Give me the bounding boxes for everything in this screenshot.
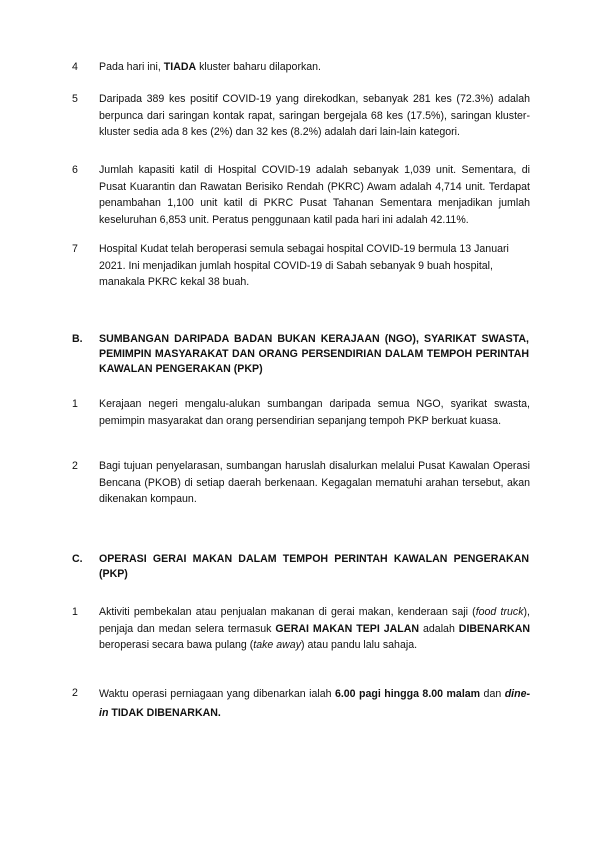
item-number: 2 (72, 687, 78, 699)
section-title: SUMBANGAN DARIPADA BADAN BUKAN KERAJAAN (NGO), SYARIKAT SWASTA, PEMIMPIN MASYARAKAT DAN ORANG PERSENDIRIAN DALAM TEMPOH PERINTAH KAWALAN PENGERAKAN (PKP) (99, 333, 529, 376)
item-text: Pada hari ini, TIADA kluster baharu dilaporkan. (99, 61, 322, 73)
item-number: 7 (72, 243, 78, 255)
item-text: Bagi tujuan penyelarasan, sumbangan haruslah disalurkan melalui Pusat Kawalan Operasi Bencana (PKOB) di setiap daerah berkenaan. Kegagalan mematuhi arahan tersebut, akan dikenakan kompaun. (99, 460, 530, 506)
item-number: 6 (72, 164, 78, 176)
item-number: 1 (72, 398, 78, 410)
item-number: 4 (72, 61, 78, 73)
item-text: Jumlah kapasiti katil di Hospital COVID-19 adalah sebanyak 1,039 unit. Sementara, di Pusat Kuarantin dan Rawatan Berisiko Rendah (PKRC) Awam adalah 4,714 unit. Terdapat penambahan 1,100 unit katil di PKRC Pusat Tahanan Sementara menjadikan jumlah keseluruhan 6,853 unit. Peratus penggunaan katil pada hari ini adalah 42.11%. (99, 164, 530, 226)
item-number: 5 (72, 93, 78, 105)
item-number: 2 (72, 460, 78, 472)
item-text: Aktiviti pembekalan atau penjualan makanan di gerai makan, kenderaan saji (food truck), penjaja dan medan selera termasuk GERAI MAKAN TEPI JALAN adalah DIBENARKAN beroperasi secara bawa pulang (take away) atau pandu lalu sahaja. (99, 606, 531, 652)
item-text: Daripada 389 kes positif COVID-19 yang direkodkan, sebanyak 281 kes (72.3%) adalah berpunca dari saringan kontak rapat, saringan bergejala 68 kes (17.5%), saringan kluster-kluster sedia ada 8 kes (2%) dan 32 kes (8.2%) adalah dari lain-lain kategori. (99, 93, 530, 139)
item-text: Waktu operasi perniagaan yang dibenarkan ialah 6.00 pagi hingga 8.00 malam dan dine-in TIDAK DIBENARKAN. (99, 688, 531, 719)
section-letter: B. (72, 333, 83, 345)
item-text: Hospital Kudat telah beroperasi semula sebagai hospital COVID-19 bermula 13 Januari 2021. Ini menjadikan jumlah hospital COVID-19 di Sabah sebanyak 9 buah hospital, manakala PKRC kekal 38 buah. (99, 243, 509, 289)
section-letter: C. (72, 553, 83, 565)
item-number: 1 (72, 606, 78, 618)
section-title: OPERASI GERAI MAKAN DALAM TEMPOH PERINTAH KAWALAN PENGERAKAN (PKP) (99, 553, 529, 581)
item-text: Kerajaan negeri mengalu-alukan sumbangan daripada semua NGO, syarikat swasta, pemimpin masyarakat dan orang persendirian sepanjang tempoh PKP berkuat kuasa. (99, 398, 530, 427)
